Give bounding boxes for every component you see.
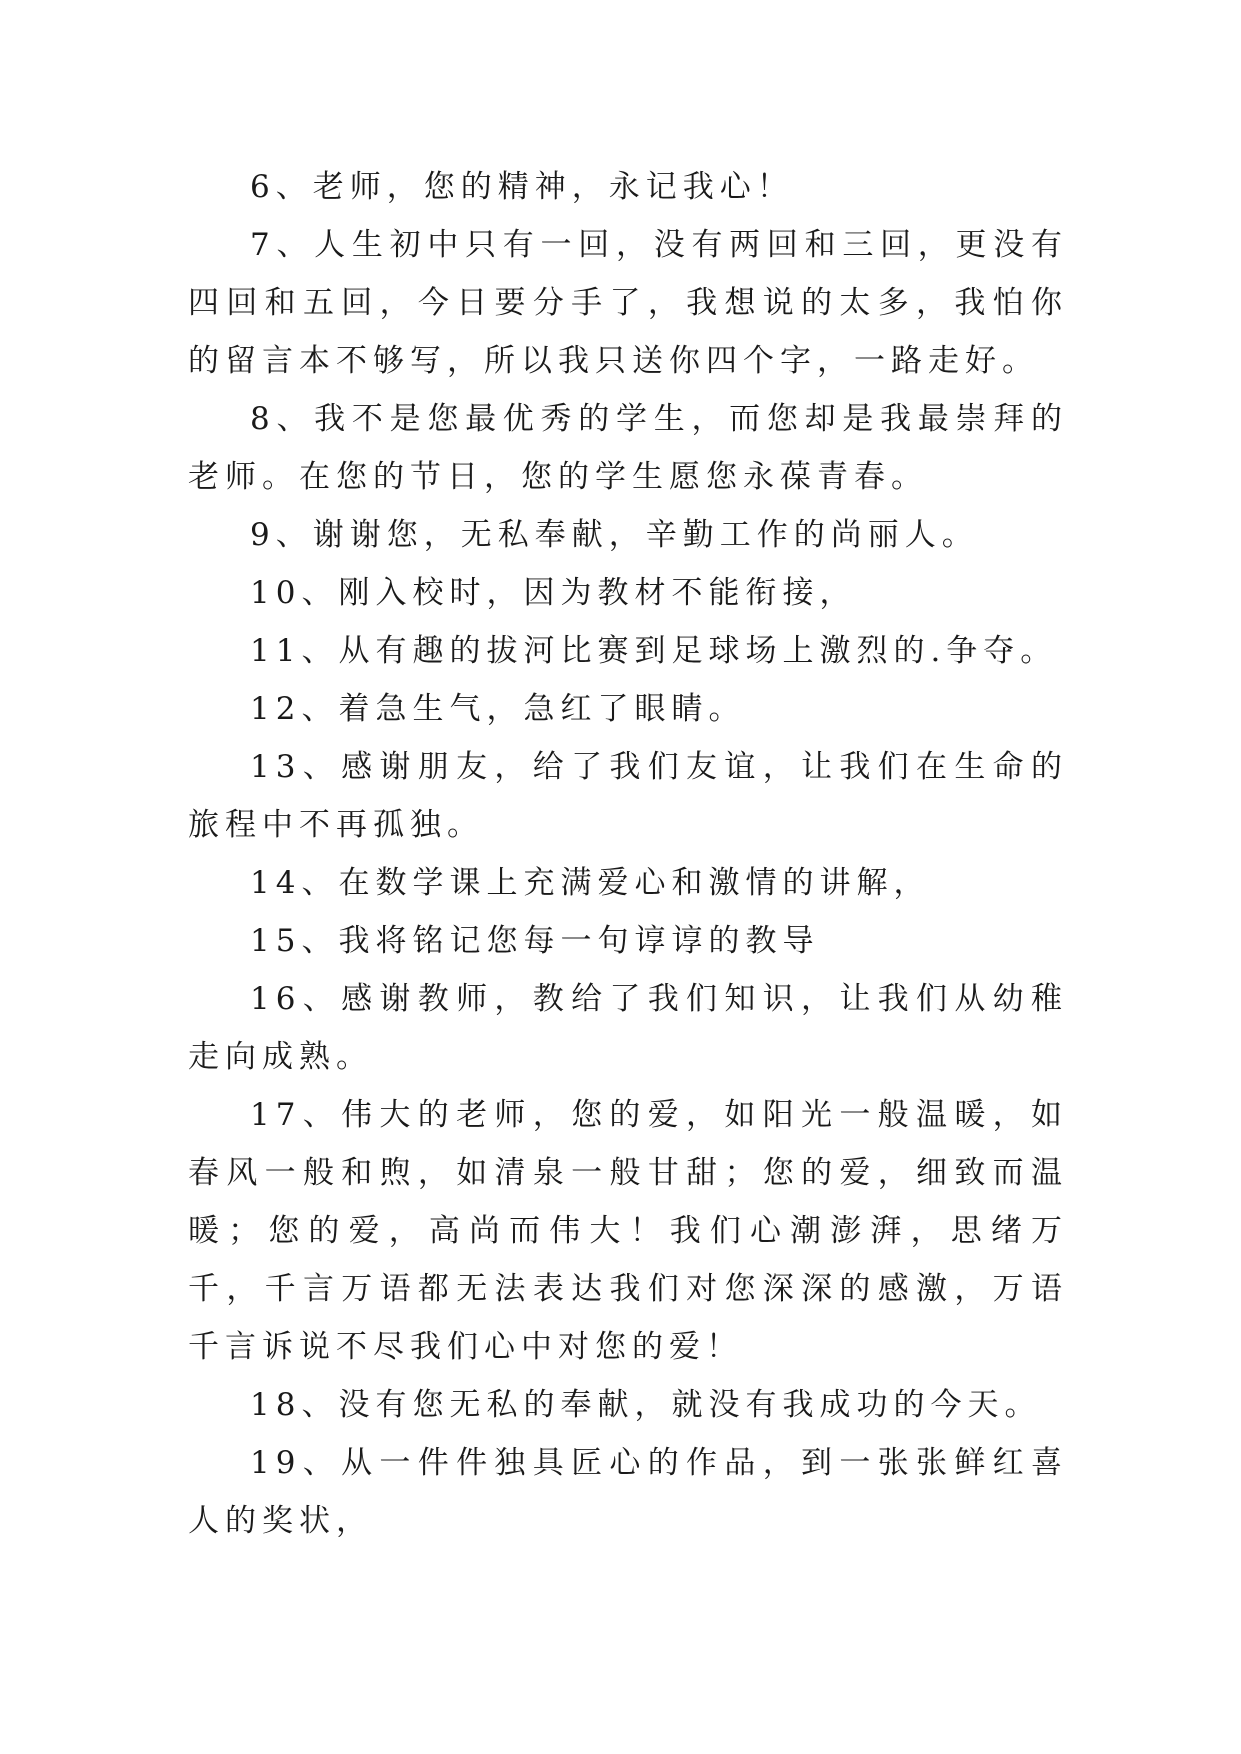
paragraph-18: 18、没有您无私的奉献，就没有我成功的今天。	[250, 1387, 1042, 1423]
paragraph-9: 9、谢谢您，无私奉献，辛勤工作的尚丽人。	[250, 517, 979, 553]
paragraph-19: 19、从一件件独具匠心的作品，到一张张鲜红喜人的奖状，	[188, 1445, 1068, 1539]
paragraph-6: 6、老师，您的精神，永记我心！	[250, 169, 794, 205]
paragraph-10: 10、刚入校时，因为教材不能衔接，	[250, 575, 857, 611]
document-body	[188, 158, 1068, 1550]
paragraph-11: 11、从有趣的拔河比赛到足球场上激烈的.争夺。	[250, 633, 1058, 669]
paragraph-14: 14、在数学课上充满爱心和激情的讲解，	[250, 865, 931, 901]
paragraph-17: 17、伟大的老师，您的爱，如阳光一般温暖，如春风一般和煦，如清泉一般甘甜；您的爱，细致而温暖；您的爱，高尚而伟大！我们心潮澎湃，思绪万千，千言万语都无法表达我们对您深深的感激，万语千言诉说不尽我们心中对您的爱！	[188, 1097, 1068, 1365]
paragraph-7: 7、人生初中只有一回，没有两回和三回，更没有四回和五回，今日要分手了，我想说的太多，我怕你的留言本不够写，所以我只送你四个字，一路走好。	[188, 227, 1068, 379]
paragraph-8: 8、我不是您最优秀的学生，而您却是我最崇拜的老师。在您的节日，您的学生愿您永葆青春。	[188, 401, 1068, 495]
paragraph-12: 12、着急生气，急红了眼睛。	[250, 691, 746, 727]
paragraph-16: 16、感谢教师，教给了我们知识，让我们从幼稚走向成熟。	[188, 981, 1068, 1075]
paragraph-15: 15、我将铭记您每一句谆谆的教导	[250, 923, 820, 959]
paragraph-13: 13、感谢朋友，给了我们友谊，让我们在生命的旅程中不再孤独。	[188, 749, 1068, 843]
